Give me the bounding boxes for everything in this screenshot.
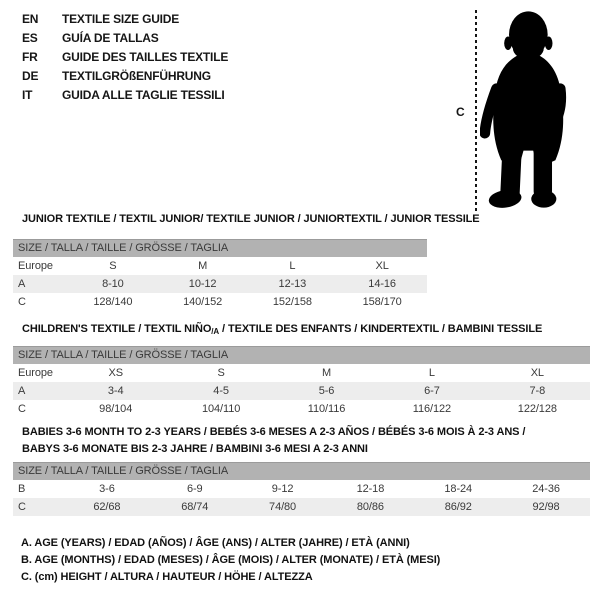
height-value: 80/86 — [356, 501, 384, 513]
age-value: 8-10 — [102, 278, 124, 290]
children-size-table — [13, 346, 590, 418]
height-value: 74/80 — [269, 501, 297, 513]
language-code: ES — [22, 31, 38, 45]
footnote-height: C. (cm) HEIGHT / ALTURA / HAUTEUR / HÖHE / ALTEZZA — [21, 571, 313, 583]
language-row — [22, 86, 228, 105]
age-value: 12-18 — [356, 483, 385, 495]
row-label: C — [18, 501, 26, 513]
row-label: C — [18, 296, 26, 308]
age-value: 5-6 — [318, 385, 335, 397]
height-measure-label: C — [456, 105, 465, 119]
row-label: A — [18, 278, 26, 290]
height-value: 116/122 — [412, 403, 452, 415]
language-row — [22, 10, 228, 29]
language-code: EN — [22, 12, 39, 26]
height-dashed-line — [475, 10, 477, 212]
age-value: 4-5 — [213, 385, 229, 397]
row-label: A — [18, 385, 26, 397]
table-row — [13, 498, 590, 516]
language-title-list — [22, 10, 228, 105]
language-row — [22, 67, 228, 86]
babies-size-table — [13, 462, 590, 516]
age-value: 24-36 — [532, 483, 560, 495]
height-value: 158/170 — [362, 296, 402, 308]
children-table-title — [22, 321, 542, 340]
age-value: 6-9 — [186, 483, 203, 495]
age-value: 14-16 — [368, 278, 396, 290]
size-value: L — [428, 367, 435, 379]
size-value: S — [217, 367, 225, 379]
height-measure-figure — [440, 0, 600, 215]
size-value: XL — [530, 367, 544, 379]
height-value: 110/116 — [307, 403, 346, 415]
title-subscript: /A — [211, 327, 220, 336]
babies-table-title — [22, 424, 582, 458]
footnote-age-months: B. AGE (MONTHS) / EDAD (MESES) / ÂGE (MOIS) / ALTER (MONATE) / ETÀ (MESI) — [21, 554, 441, 566]
age-value: 3-4 — [107, 385, 124, 397]
guide-title: TEXTILE SIZE GUIDE — [62, 12, 180, 26]
row-label: Europe — [18, 367, 53, 379]
junior-table-title: JUNIOR TEXTILE / TEXTIL JUNIOR/ TEXTILE JUNIOR / JUNIORTEXTIL / JUNIOR TESSILE — [22, 213, 480, 225]
size-header-bar: SIZE / TALLA / TAILLE / GRÖSSE / TAGLIA — [13, 239, 427, 257]
title-line: BABYS 3-6 MONATE BIS 2-3 JAHRE / BAMBINI 3-6 MESI A 2-3 ANNI — [22, 443, 368, 455]
age-value: 10-12 — [188, 278, 217, 290]
table-row — [13, 364, 590, 382]
guide-title: GUIDE DES TAILLES TEXTILE — [62, 50, 229, 64]
language-row — [22, 29, 228, 48]
size-value: M — [321, 367, 332, 379]
size-value: L — [289, 260, 296, 272]
height-value: 140/152 — [183, 296, 223, 308]
table-row — [13, 400, 590, 418]
language-row — [22, 48, 228, 67]
row-label: B — [18, 483, 26, 495]
age-value: 9-12 — [271, 483, 294, 495]
age-value: 7-8 — [529, 385, 546, 397]
height-value: 98/104 — [99, 403, 133, 415]
size-header-bar: SIZE / TALLA / TAILLE / GRÖSSE / TAGLIA — [13, 462, 590, 480]
table-row — [13, 382, 590, 400]
size-header-bar: SIZE / TALLA / TAILLE / GRÖSSE / TAGLIA — [13, 346, 590, 364]
height-value: 104/110 — [201, 403, 241, 415]
title-text: CHILDREN'S TEXTILE / TEXTIL NIÑO — [22, 323, 212, 335]
height-value: 86/92 — [444, 501, 472, 513]
size-value: XL — [375, 260, 389, 272]
guide-title: GUIDA ALLE TAGLIE TESSILI — [62, 88, 225, 102]
footnote-age-years: A. AGE (YEARS) / EDAD (AÑOS) / ÂGE (ANS) / ALTER (JAHRE) / ETÀ (ANNI) — [21, 537, 410, 549]
table-row — [13, 480, 590, 498]
language-code: FR — [22, 50, 38, 64]
guide-title: TEXTILGRÖßENFÜHRUNG — [62, 69, 211, 83]
age-value: 18-24 — [444, 483, 473, 495]
age-value: 3-6 — [99, 483, 115, 495]
language-code: IT — [22, 88, 33, 102]
height-value: 92/98 — [532, 501, 560, 513]
size-value: M — [198, 260, 208, 272]
guide-title: GUÍA DE TALLAS — [62, 31, 159, 45]
height-value: 122/128 — [517, 403, 557, 415]
legend-footnotes — [21, 535, 440, 586]
height-value: 152/158 — [272, 296, 312, 308]
size-value: XS — [108, 367, 123, 379]
title-text: / TEXTILE DES ENFANTS / KINDERTEXTIL / BAMBINI TESSILE — [219, 323, 543, 335]
row-label: Europe — [18, 260, 53, 272]
table-row — [13, 293, 427, 311]
junior-size-table — [13, 239, 427, 311]
age-value: 6-7 — [424, 385, 440, 397]
size-value: S — [109, 260, 117, 272]
language-code: DE — [22, 69, 39, 83]
table-row — [13, 257, 427, 275]
baby-silhouette — [480, 5, 596, 213]
age-value: 12-13 — [278, 278, 307, 290]
title-line: BABIES 3-6 MONTH TO 2-3 YEARS / BEBÉS 3-6 MESES A 2-3 AÑOS / BÉBÉS 3-6 MOIS À 2-3 ANS / — [22, 426, 526, 438]
table-row — [13, 275, 427, 293]
height-value: 68/74 — [181, 501, 209, 513]
row-label: C — [18, 403, 26, 415]
height-value: 128/140 — [93, 296, 133, 308]
height-value: 62/68 — [93, 501, 121, 513]
